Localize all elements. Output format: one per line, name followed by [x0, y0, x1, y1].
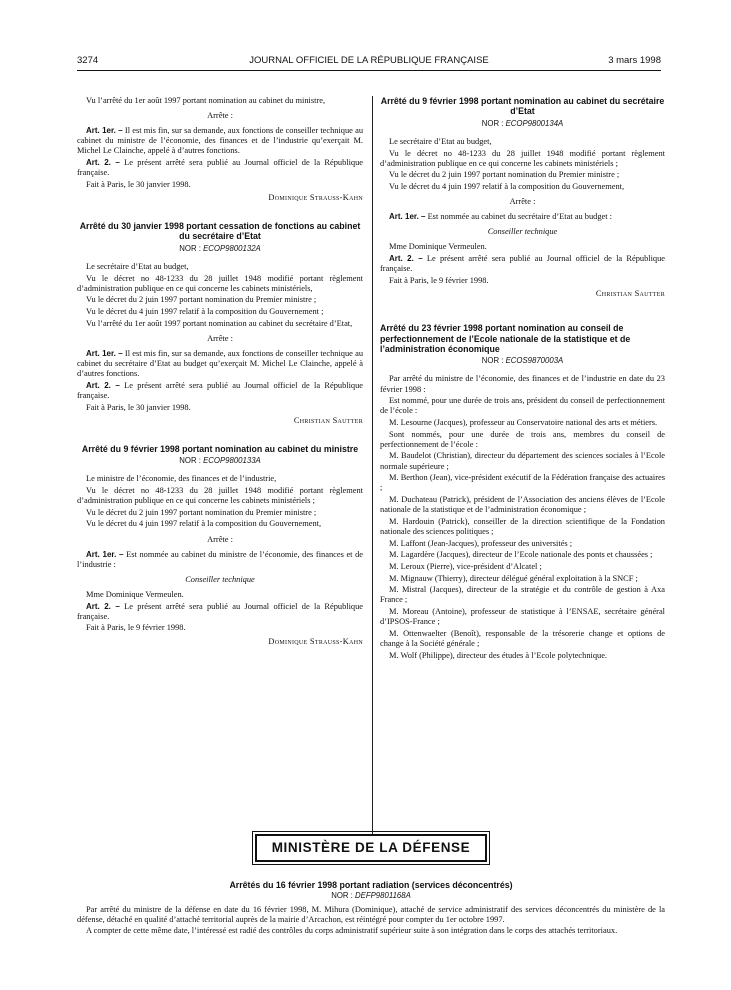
recital: Vu le décret no 48-1233 du 28 juillet 1948 modifié portant règlement d’administration publique en ce qui concerne les cabinets ministériels ; [380, 148, 665, 168]
role-heading: Conseiller technique [185, 574, 255, 584]
member-entry: M. Hardouin (Patrick), conseiller de la direction scientifique de la Fondation nationale des sciences politiques ; [380, 516, 665, 536]
member-entry: M. Wolf (Philippe), directeur des études à l’Ecole polytechnique. [389, 650, 608, 660]
left-column [77, 96, 363, 647]
column-divider [372, 96, 373, 836]
recital: Vu le décret du 2 juin 1997 portant nomination du Premier ministre ; [86, 295, 317, 305]
page-header [77, 55, 661, 69]
arrete-heading: Arrête : [509, 197, 536, 207]
recital: Le ministre de l’économie, des finances et de l’industrie, [86, 474, 277, 484]
recital: Vu l’arrêté du 1er août 1997 portant nomination au cabinet du secrétaire d’Etat, [86, 318, 353, 328]
role-heading: Conseiller technique [487, 227, 558, 237]
nor-reference: NOR : ECOP9800132A [179, 243, 261, 253]
decree-title: Arrêté du 23 février 1998 portant nomination au conseil de perfectionnement de l’Ecole nationale de la statistique et de l’administration économique [380, 323, 631, 354]
decree-block-continuation [77, 96, 363, 203]
member-entry: M. Laffont (Jean-Jacques), professeur des universités ; [389, 538, 573, 548]
recital: Vu le décret no 48-1233 du 28 juillet 1948 modifié portant règlement d’administration publique en ce qui concerne les cabinets ministériels ; [77, 486, 363, 506]
nor-reference: NOR : ECOS9870003A [481, 356, 564, 366]
appointee: Mme Dominique Vermeulen. [389, 242, 487, 252]
signature: Christian Sautter [293, 415, 363, 425]
member-entry: M. Duchateau (Patrick), président de l’Association des anciens élèves de l’Ecole nationale de la statistique et de l’administration économique ; [380, 495, 665, 515]
article-1: Art. 1er. – Il est mis fin, sur sa demande, aux fonctions de conseiller technique au cabinet du secrétaire d’Etat au budget qu’exerçait M. Michel Le Clainche, appelé à d’autres fonctions. [77, 348, 364, 379]
decree-title: Arrêté du 30 janvier 1998 portant cessation de fonctions au cabinet du secrétaire d’Etat [79, 221, 361, 242]
decree-title: Arrêtés du 16 février 1998 portant radiation (services déconcentrés) [229, 880, 513, 890]
recital: Vu le décret no 48-1233 du 28 juillet 1948 modifié portant règlement d’administration publique en ce qui concerne les cabinets ministériels, [77, 273, 363, 293]
recital: Le secrétaire d’Etat au budget, [389, 136, 492, 146]
arrete-heading: Arrête : [207, 333, 233, 343]
member-entry: M. Leroux (Pierre), vice-président d’Alcatel ; [389, 561, 542, 571]
nor-reference: NOR : ECOP9800133A [179, 456, 261, 466]
done-at: Fait à Paris, le 30 janvier 1998. [86, 179, 191, 189]
president-entry: M. Lesourne (Jacques), professeur au Conservatoire national des arts et métiers. [389, 417, 658, 427]
recital: Sont nommés, pour une durée de trois ans, membres du conseil de perfectionnement de l’école : [380, 429, 665, 449]
recital: Vu le décret du 4 juin 1997 relatif à la composition du Gouvernement ; [86, 307, 324, 317]
nor-reference: NOR : DEFP9801168A [331, 891, 411, 901]
arrete-heading: Arrête : [207, 111, 233, 121]
arrete-heading: Arrête : [207, 534, 233, 544]
member-entry: M. Ottenwaelter (Benoît), responsable de la trésorerie change et options de change à la Société générale ; [380, 628, 665, 648]
member-entry: M. Baudelot (Christian), directeur du département des sciences sociales à l’Ecole normale supérieure ; [380, 451, 665, 471]
member-entry: M. Lagardère (Jacques), directeur de l’Ecole nationale des ponts et chaussées ; [389, 550, 653, 560]
decree-block [77, 444, 363, 647]
article-2: Art. 2. – Le présent arrêté sera publié au Journal officiel de la République française. [77, 601, 364, 621]
decree-title: Arrêté du 9 février 1998 portant nomination au cabinet du ministre [81, 443, 359, 454]
recital: Vu l’arrêté du 1er août 1997 portant nomination au cabinet du ministre, [86, 96, 326, 105]
decree-block [380, 323, 665, 661]
ministry-heading-box: MINISTÈRE DE LA DÉFENSE [255, 834, 487, 862]
issue-date: 3 mars 1998 [608, 55, 661, 66]
page-number: 3274 [77, 55, 99, 66]
done-at: Fait à Paris, le 9 février 1998. [389, 275, 489, 285]
article-1: Art. 1er. – Il est mis fin, sur sa demande, aux fonctions de conseiller technique au cabinet du ministre de l’économie, des finances et de l’industrie qu’exerçait M. Michel Le Clainche, appelé à d’autres fonctions. [77, 126, 364, 156]
done-at: Fait à Paris, le 9 février 1998. [86, 623, 186, 633]
done-at: Fait à Paris, le 30 janvier 1998. [86, 402, 191, 412]
defense-decree-block [77, 880, 665, 938]
member-entry: M. Mistral (Jacques), directeur de la stratégie et du contrôle de gestion à Axa France ; [380, 585, 665, 605]
recital: Le secrétaire d’Etat au budget, [86, 261, 189, 271]
journal-title: JOURNAL OFFICIEL DE LA RÉPUBLIQUE FRANÇAISE [249, 55, 489, 66]
recital: Vu le décret du 4 juin 1997 relatif à la composition du Gouvernement, [86, 519, 322, 529]
article-1: Art. 1er. – Est nommée au cabinet du ministre de l’économie, des finances et de l’industrie : [77, 549, 364, 569]
decree-paragraph: A compter de cette même date, l’intéressé est radié des contrôles du corps administratif supérieur suite à son intégration dans le corps des attachés territoriaux. [86, 926, 618, 936]
article-2: Art. 2. – Le présent arrêté sera publié au Journal officiel de la République française. [77, 158, 364, 178]
recital: Vu le décret du 2 juin 1997 portant nomination du Premier ministre ; [86, 507, 317, 517]
decree-block [380, 96, 665, 299]
article-2: Art. 2. – Le présent arrêté sera publié au Journal officiel de la République française. [380, 254, 666, 274]
article-2: Art. 2. – Le présent arrêté sera publié au Journal officiel de la République française. [77, 380, 364, 400]
decree-title: Arrêté du 9 février 1998 portant nomination au cabinet du secrétaire d’Etat [380, 96, 665, 117]
signature: Dominique Strauss-Kahn [268, 636, 363, 646]
member-entry: M. Mignauw (Thierry), directeur délégué général exploitation à la SNCF ; [389, 573, 638, 583]
recital: Vu le décret du 2 juin 1997 portant nomination du Premier ministre ; [389, 170, 620, 180]
header-rule [77, 70, 661, 71]
member-entry: M. Moreau (Antoine), professeur de statistique à l’ENSAE, secrétaire général d’IPSOS-France ; [380, 607, 665, 627]
recital: Par arrêté du ministre de l’économie, des finances et de l’industrie en date du 23 février 1998 : [380, 374, 665, 394]
appointee: Mme Dominique Vermeulen. [86, 589, 184, 599]
member-entry: M. Berthon (Jean), vice-président exécutif de la Fédération française des actuaires ; [380, 473, 665, 493]
right-column [380, 96, 665, 662]
signature: Dominique Strauss-Kahn [268, 192, 363, 202]
nor-reference: NOR : ECOP9800134A [481, 118, 564, 128]
recital: Est nommé, pour une durée de trois ans, président du conseil de perfectionnement de l’école : [380, 396, 665, 416]
decree-paragraph: Par arrêté du ministre de la défense en date du 16 février 1998, M. Mihura (Dominique), attaché de service administratif des services déconcentrés du ministère de la défense, détaché en qualité d’attaché territorial auprès de la mairie d’Arcachon, est réintégré pour compter du 1er octobre 1997. [77, 904, 665, 924]
signature: Christian Sautter [595, 289, 665, 298]
recital: Vu le décret du 4 juin 1997 relatif à la composition du Gouvernement, [389, 182, 625, 192]
article-1: Art. 1er. – Est nommée au cabinet du secrétaire d’Etat au budget : [389, 212, 612, 222]
decree-block [77, 221, 363, 426]
